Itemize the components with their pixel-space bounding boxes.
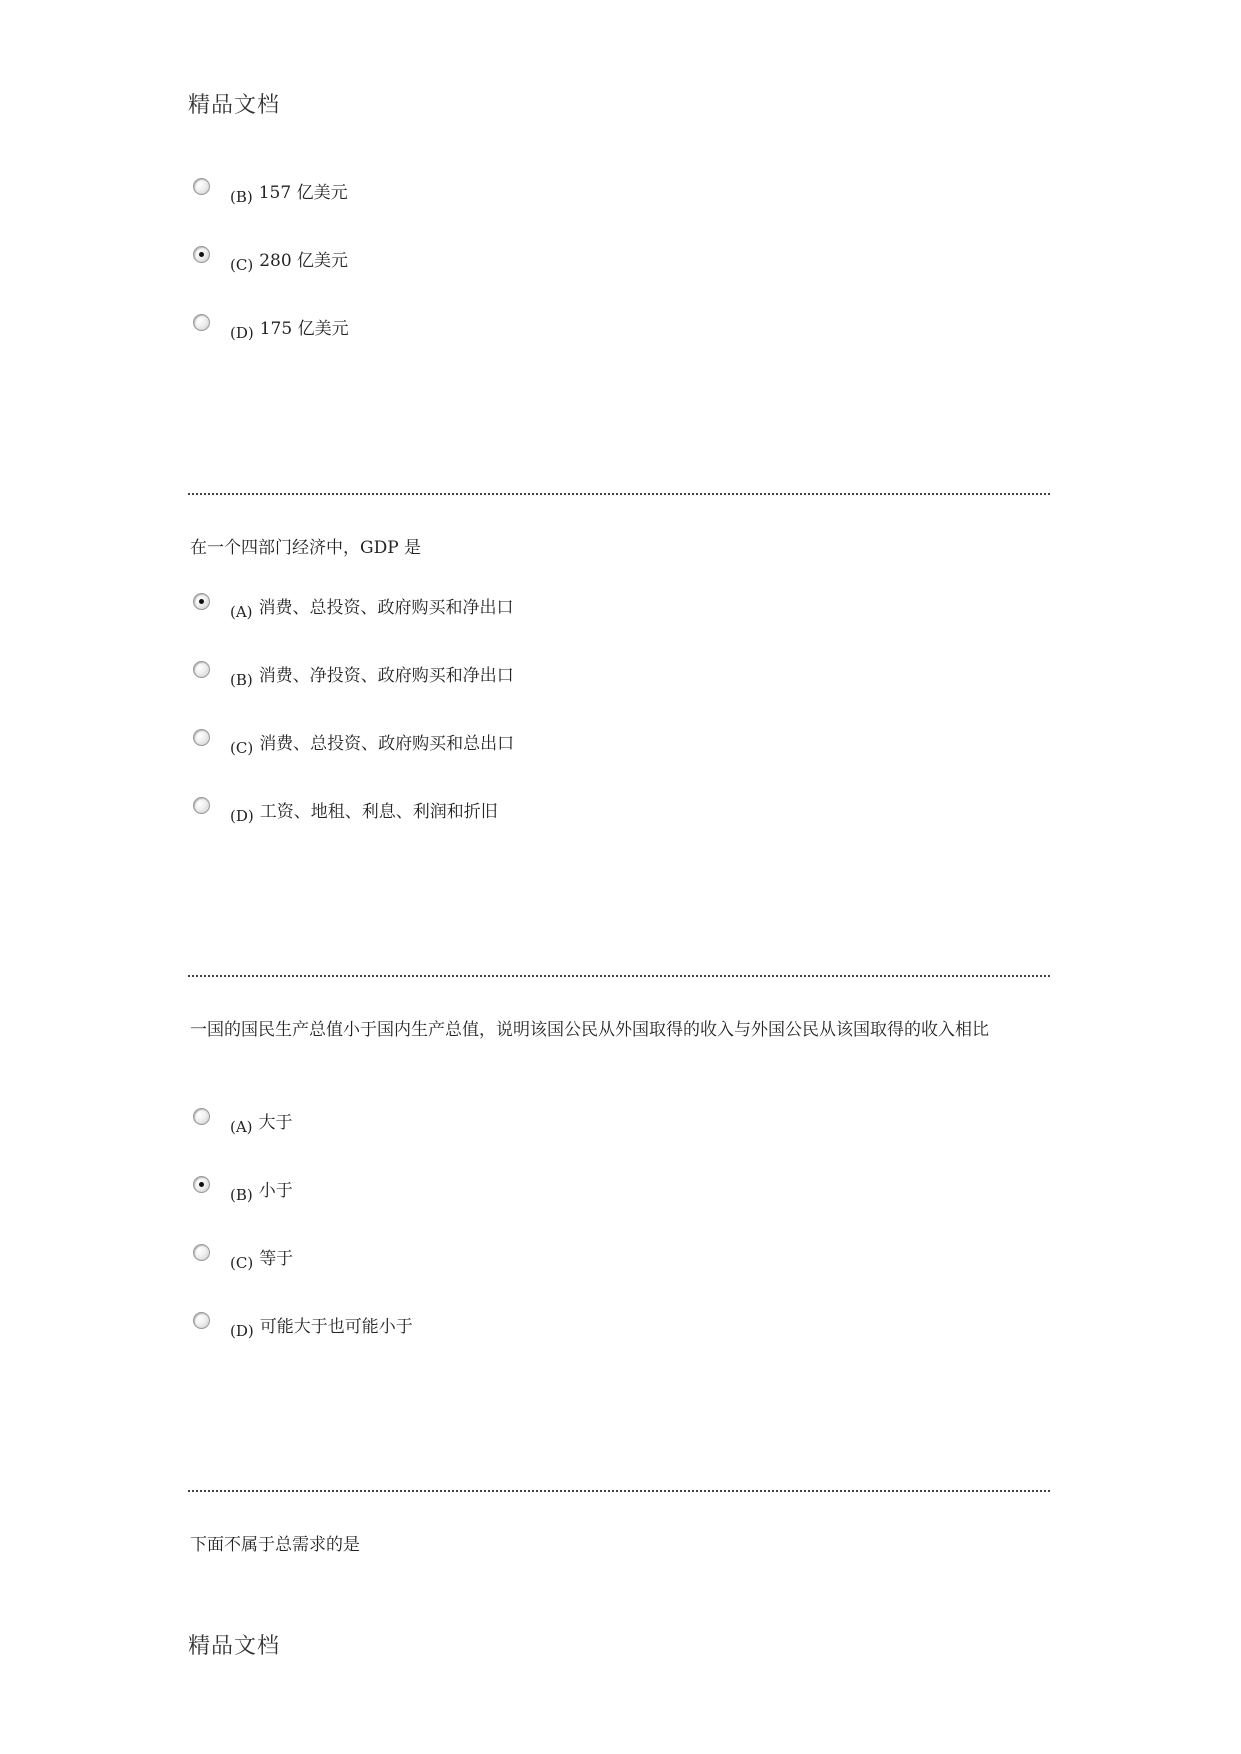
option-letter: (B)	[230, 671, 253, 689]
option-text: 消费、净投资、政府购买和净出口	[258, 666, 514, 686]
option-letter: (C)	[230, 1254, 254, 1272]
option-letter: (C)	[230, 739, 254, 757]
radio-button-icon[interactable]	[193, 1244, 210, 1261]
option-q1-c[interactable]	[193, 244, 348, 278]
option-q1-b[interactable]	[193, 176, 348, 210]
option-text: 175 亿美元	[259, 319, 349, 339]
question-divider	[188, 975, 1050, 977]
option-q2-a[interactable]	[193, 591, 514, 625]
page-header: 精品文档	[188, 93, 281, 118]
option-q3-d[interactable]	[193, 1310, 413, 1344]
option-text: 157 亿美元	[258, 183, 348, 203]
question-text: 一国的国民生产总值小于国内生产总值，说明该国公民从外国取得的收入与外国公民从该国取得的收入相比	[190, 1020, 989, 1040]
option-text: 等于	[259, 1249, 294, 1269]
radio-button-icon[interactable]	[193, 729, 210, 746]
radio-button-icon[interactable]	[193, 314, 210, 331]
question-divider	[188, 493, 1050, 495]
page-footer: 精品文档	[188, 1634, 281, 1659]
option-letter: (D)	[230, 807, 254, 825]
option-text: 大于	[258, 1113, 293, 1133]
option-q3-b[interactable]	[193, 1174, 293, 1208]
option-q2-d[interactable]	[193, 795, 498, 829]
option-letter: (B)	[230, 1186, 253, 1204]
option-q3-c[interactable]	[193, 1242, 293, 1276]
option-q3-a[interactable]	[193, 1106, 293, 1140]
radio-button-icon[interactable]	[193, 1312, 210, 1329]
question-text: 下面不属于总需求的是	[190, 1535, 360, 1555]
option-text: 小于	[258, 1181, 293, 1201]
option-text: 可能大于也可能小于	[259, 1317, 413, 1337]
option-letter: (A)	[230, 603, 253, 621]
question-text: 在一个四部门经济中，GDP 是	[190, 538, 422, 558]
question-divider	[188, 1490, 1050, 1492]
radio-button-checked-icon[interactable]	[193, 246, 210, 263]
option-letter: (D)	[230, 1322, 254, 1340]
option-letter: (B)	[230, 188, 253, 206]
radio-button-checked-icon[interactable]	[193, 593, 210, 610]
option-q1-d[interactable]	[193, 312, 349, 346]
radio-button-icon[interactable]	[193, 1108, 210, 1125]
option-text: 280 亿美元	[259, 251, 349, 271]
option-text: 消费、总投资、政府购买和总出口	[259, 734, 515, 754]
option-text: 消费、总投资、政府购买和净出口	[258, 598, 514, 618]
option-text: 工资、地租、利息、利润和折旧	[259, 802, 498, 822]
option-q2-c[interactable]	[193, 727, 514, 761]
option-letter: (A)	[230, 1118, 253, 1136]
radio-button-icon[interactable]	[193, 661, 210, 678]
option-letter: (D)	[230, 324, 254, 342]
radio-button-checked-icon[interactable]	[193, 1176, 210, 1193]
radio-button-icon[interactable]	[193, 797, 210, 814]
radio-button-icon[interactable]	[193, 178, 210, 195]
option-q2-b[interactable]	[193, 659, 514, 693]
option-letter: (C)	[230, 256, 254, 274]
